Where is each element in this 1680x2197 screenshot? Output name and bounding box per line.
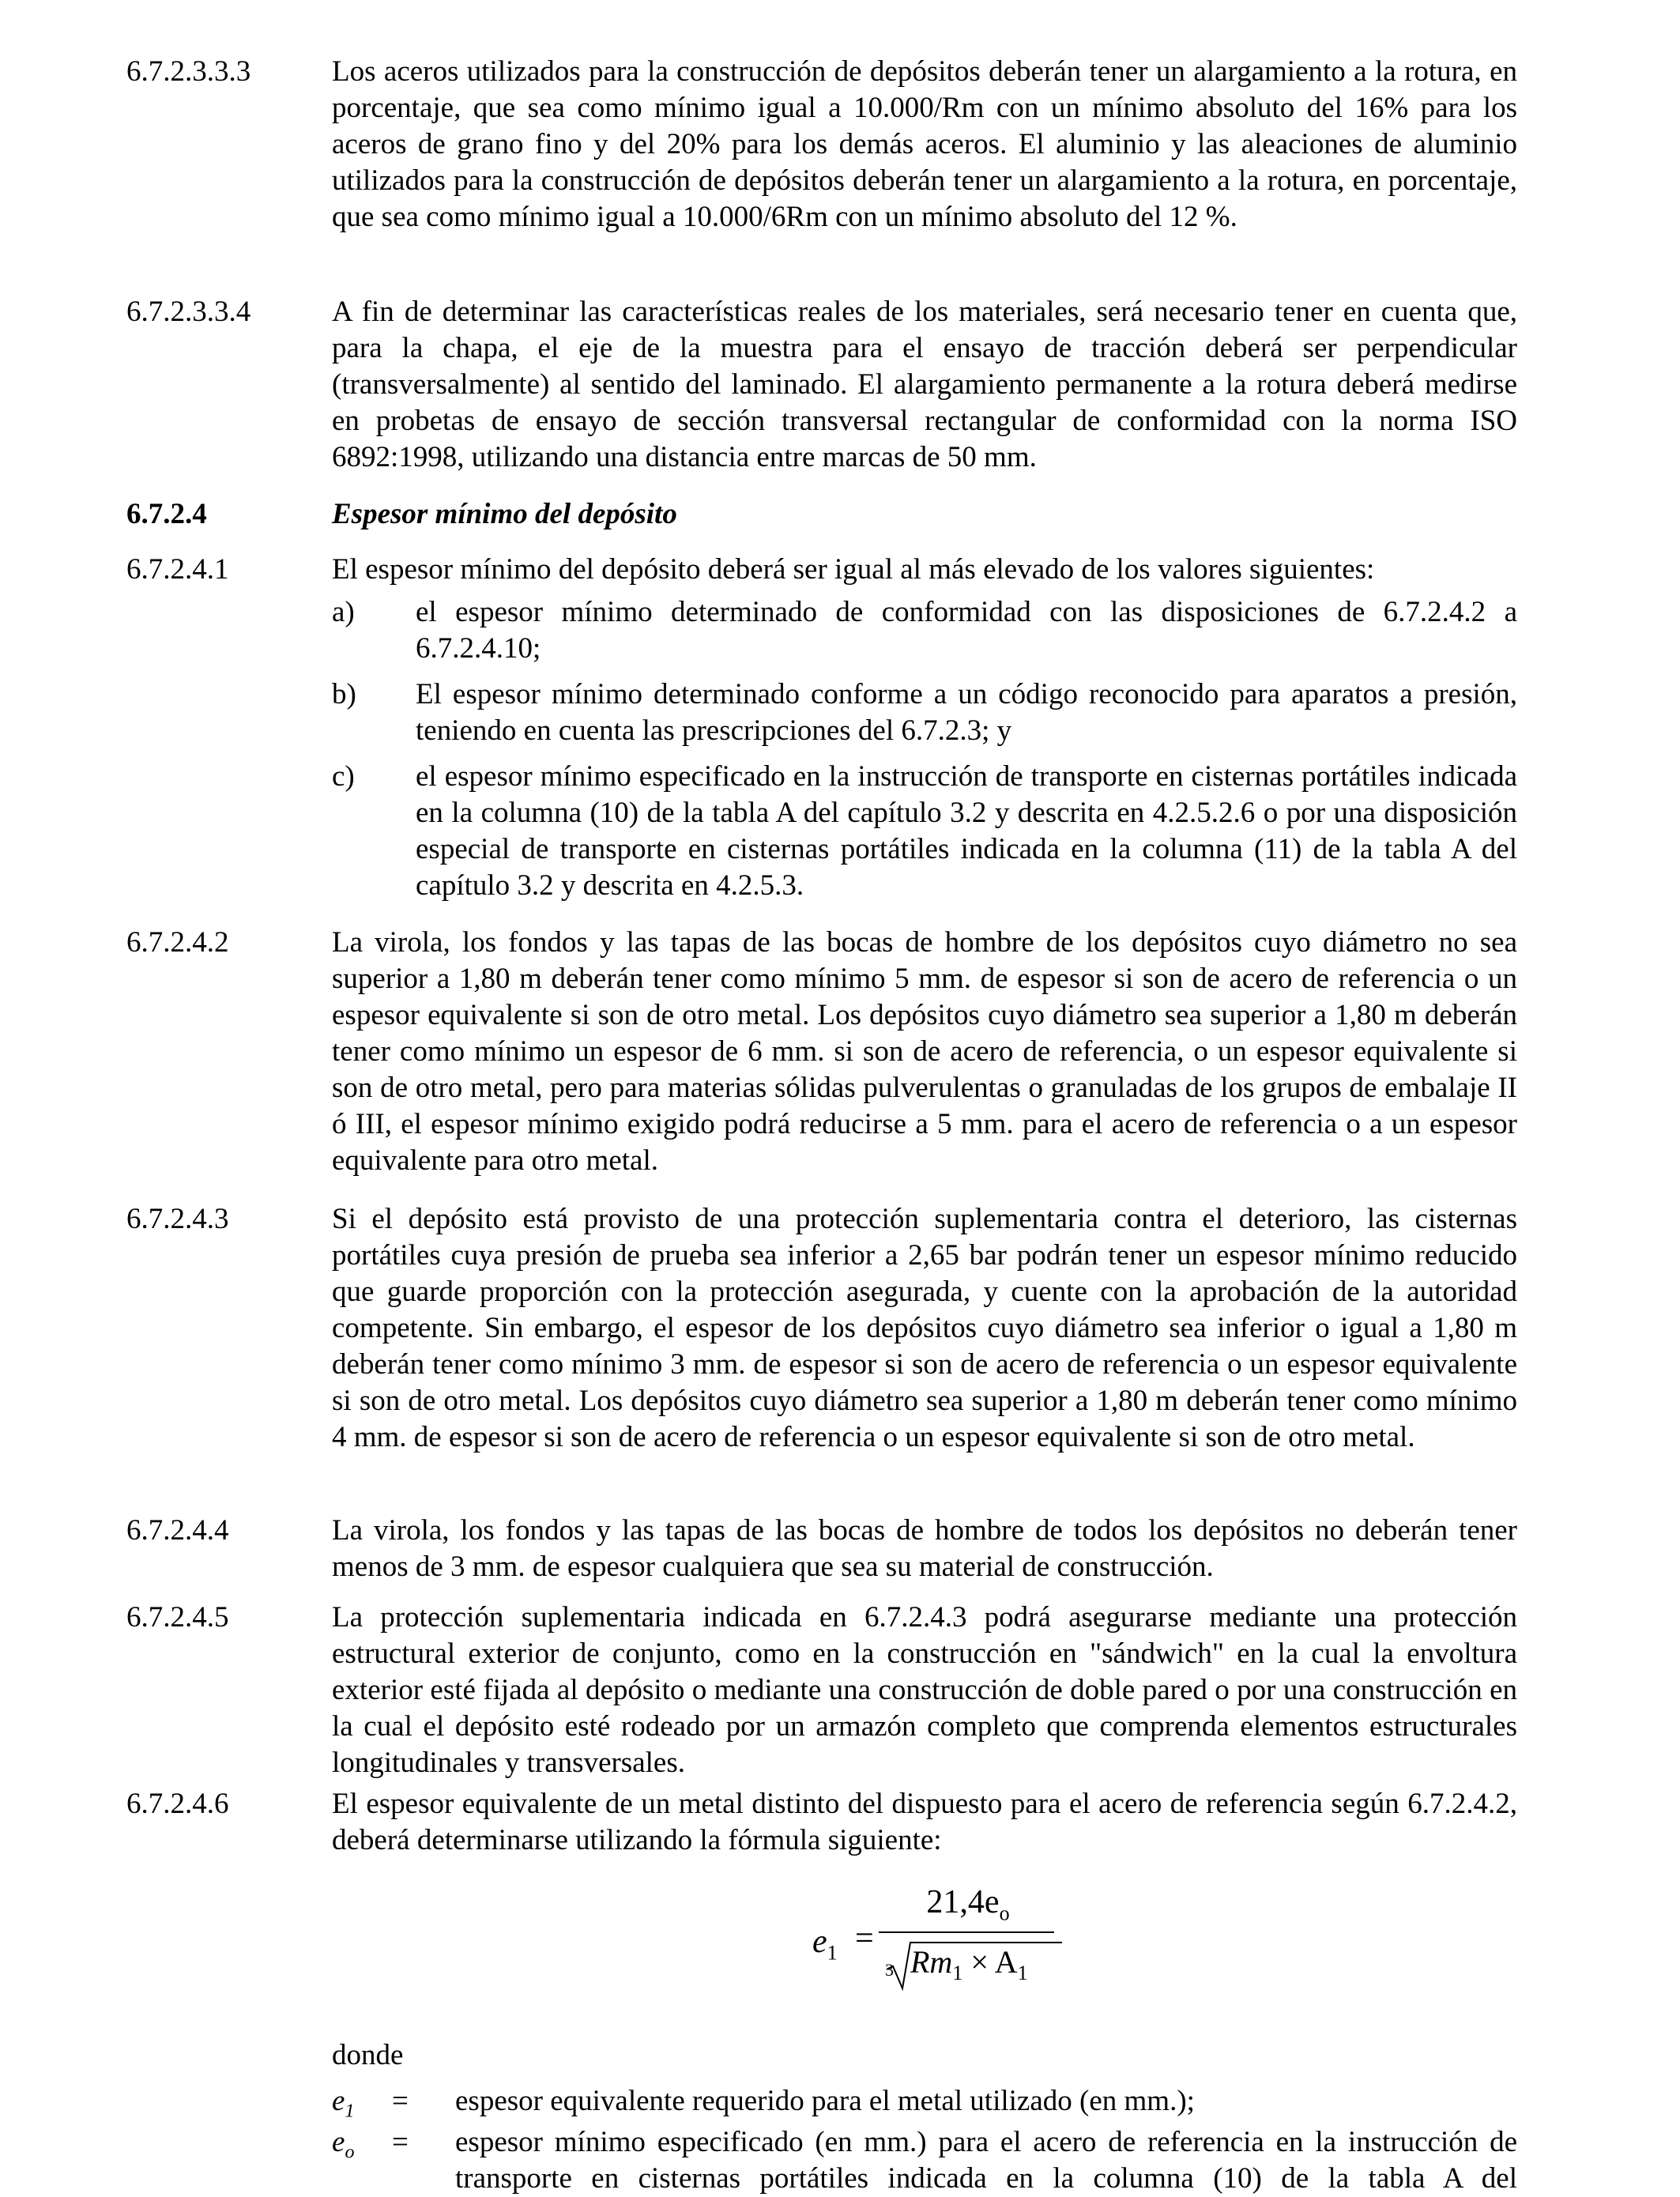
equivalent-thickness-formula: [806, 1881, 1138, 1999]
definition-symbol: $e_o$: [332, 2126, 355, 2163]
paragraph-text: La virola, los fondos y las tapas de las bocas de hombre de los depósitos cuyo diámetro no sea superior a 1,80 m deberán tener como mínimo 5 mm. de espesor si son de acero de referencia o un espesor equivalente si son de otro metal. Los depósitos cuyo diámetro sea superior a 1,80 m deberán tener como mínimo un espesor de 6 mm. si son de acero de referencia, o un espesor equivalente si son de otro metal, pero para materias sólidas pulverulentas o granuladas de los grupos de embalaje II ó III, el espesor mínimo exigido podrá reducirse a 5 mm. para el acero de referencia o a un espesor equivalente para otro metal.: [332, 926, 1517, 1177]
definition-equals: =: [392, 2126, 409, 2158]
where-label: donde: [332, 2039, 404, 2071]
formula-equals: =: [855, 1920, 874, 1957]
formula-lhs: $e_1$: [812, 1924, 838, 1965]
paragraph-text: La protección suplementaria indicada en 6.7.2.4.3 podrá asegurarse mediante una protección estructural exterior de conjunto, como en la construcción en "sándwich" en la cual la envoltura exterior esté fijada al depósito o mediante una construcción de doble pared o por una construcción en la cual el depósito esté rodeado por un armazón completo que comprenda elementos estructurales longitudinales y transversales.: [332, 1601, 1517, 1779]
radicand: $Rm_1 \times A_1$: [910, 1944, 1028, 1984]
paragraph-number: 6.7.2.4.6: [126, 1788, 229, 1820]
paragraph-text: A fin de determinar las características reales de los materiales, será necesario tener en cuenta que, para la chapa, el eje de la muestra para el ensayo de tracción deberá ser perpendicular (transversalmente) al sentido del laminado. El alargamiento permanente a la rotura deberá medirse en probetas de ensayo de sección transversal rectangular de conformidad con la norma ISO 6892:1998, utilizando una distancia entre marcas de 50 mm.: [332, 296, 1517, 473]
list-text: el espesor mínimo determinado de conformidad con las disposiciones de 6.7.2.4.2 a 6.7.2.4.10;: [416, 596, 1517, 665]
root-index: 3: [885, 1960, 894, 1980]
paragraph-number: 6.7.2.4.2: [126, 926, 229, 959]
list-text: el espesor mínimo especificado en la instrucción de transporte en cisternas portátiles indicada en la columna (10) de la tabla A del capítulo 3.2 y descrita en 4.2.5.2.6 o por una disposición especial de transporte en cisternas portátiles indicada en la columna (11) de la tabla A del capítulo 3.2 y descrita en 4.2.5.3.: [416, 760, 1517, 902]
paragraph-number: 6.7.2.4.3: [126, 1203, 229, 1235]
paragraph-number: 6.7.2.4.5: [126, 1601, 229, 1634]
paragraph-text: El espesor mínimo del depósito deberá ser igual al más elevado de los valores siguientes:: [332, 553, 1375, 586]
section-number: 6.7.2.4: [126, 498, 207, 530]
list-text: El espesor mínimo determinado conforme a un código reconocido para aparatos a presión, teniendo en cuenta las prescripciones del 6.7.2.3; y: [416, 678, 1517, 747]
formula-numerator: $21,4e_o$: [926, 1884, 1010, 1925]
list-label: a): [332, 596, 355, 628]
paragraph-text: El espesor equivalente de un metal distinto del dispuesto para el acero de referencia según 6.7.2.4.2, deberá determinarse utilizando la fórmula siguiente:: [332, 1788, 1517, 1856]
definition-text: espesor equivalente requerido para el metal utilizado (en mm.);: [455, 2085, 1195, 2117]
paragraph-text: Los aceros utilizados para la construcción de depósitos deberán tener un alargamiento a la rotura, en porcentaje, que sea como mínimo igual a 10.000/Rm con un mínimo absoluto del 16% para los aceros de grano fino y del 20% para los demás aceros. El aluminio y las aleaciones de aluminio utilizados para la construcción de depósitos deberán tener un alargamiento a la rotura, en porcentaje, que sea como mínimo igual a 10.000/6Rm con un mínimo absoluto del 12 %.: [332, 55, 1517, 233]
list-label: b): [332, 678, 356, 710]
paragraph-text: La virola, los fondos y las tapas de las bocas de hombre de todos los depósitos no deberán tener menos de 3 mm. de espesor cualquiera que sea su material de construcción.: [332, 1514, 1517, 1583]
paragraph-number: 6.7.2.3.3.3: [126, 55, 251, 88]
definition-text: espesor mínimo especificado (en mm.) para el acero de referencia en la instrucción de transporte en cisternas portátiles indicada en la columna (10) de la tabla A del: [455, 2126, 1517, 2195]
paragraph-number: 6.7.2.4.4: [126, 1514, 229, 1547]
definition-equals: =: [392, 2085, 409, 2117]
fraction-bar: [879, 1931, 1054, 1933]
formula-denominator: [882, 1938, 1064, 1993]
paragraph-number: 6.7.2.3.3.4: [126, 296, 251, 328]
section-title: Espesor mínimo del depósito: [332, 498, 677, 530]
paragraph-number: 6.7.2.4.1: [126, 553, 229, 586]
list-label: c): [332, 760, 355, 793]
paragraph-text: Si el depósito está provisto de una protección suplementaria contra el deterioro, las cisternas portátiles cuya presión de prueba sea inferior a 2,65 bar podrán tener un espesor mínimo reducido que guarde proporción con la protección asegurada, y cuente con la aprobación de la autoridad competente. Sin embargo, el espesor de los depósitos cuyo diámetro sea inferior o igual a 1,80 m deberán tener como mínimo 3 mm. de espesor si son de acero de referencia o un espesor equivalente si son de otro metal. Los depósitos cuyo diámetro sea superior a 1,80 m deberán tener como mínimo 4 mm. de espesor si son de acero de referencia o un espesor equivalente si son de otro metal.: [332, 1203, 1517, 1453]
definition-symbol: $e_1$: [332, 2085, 355, 2122]
